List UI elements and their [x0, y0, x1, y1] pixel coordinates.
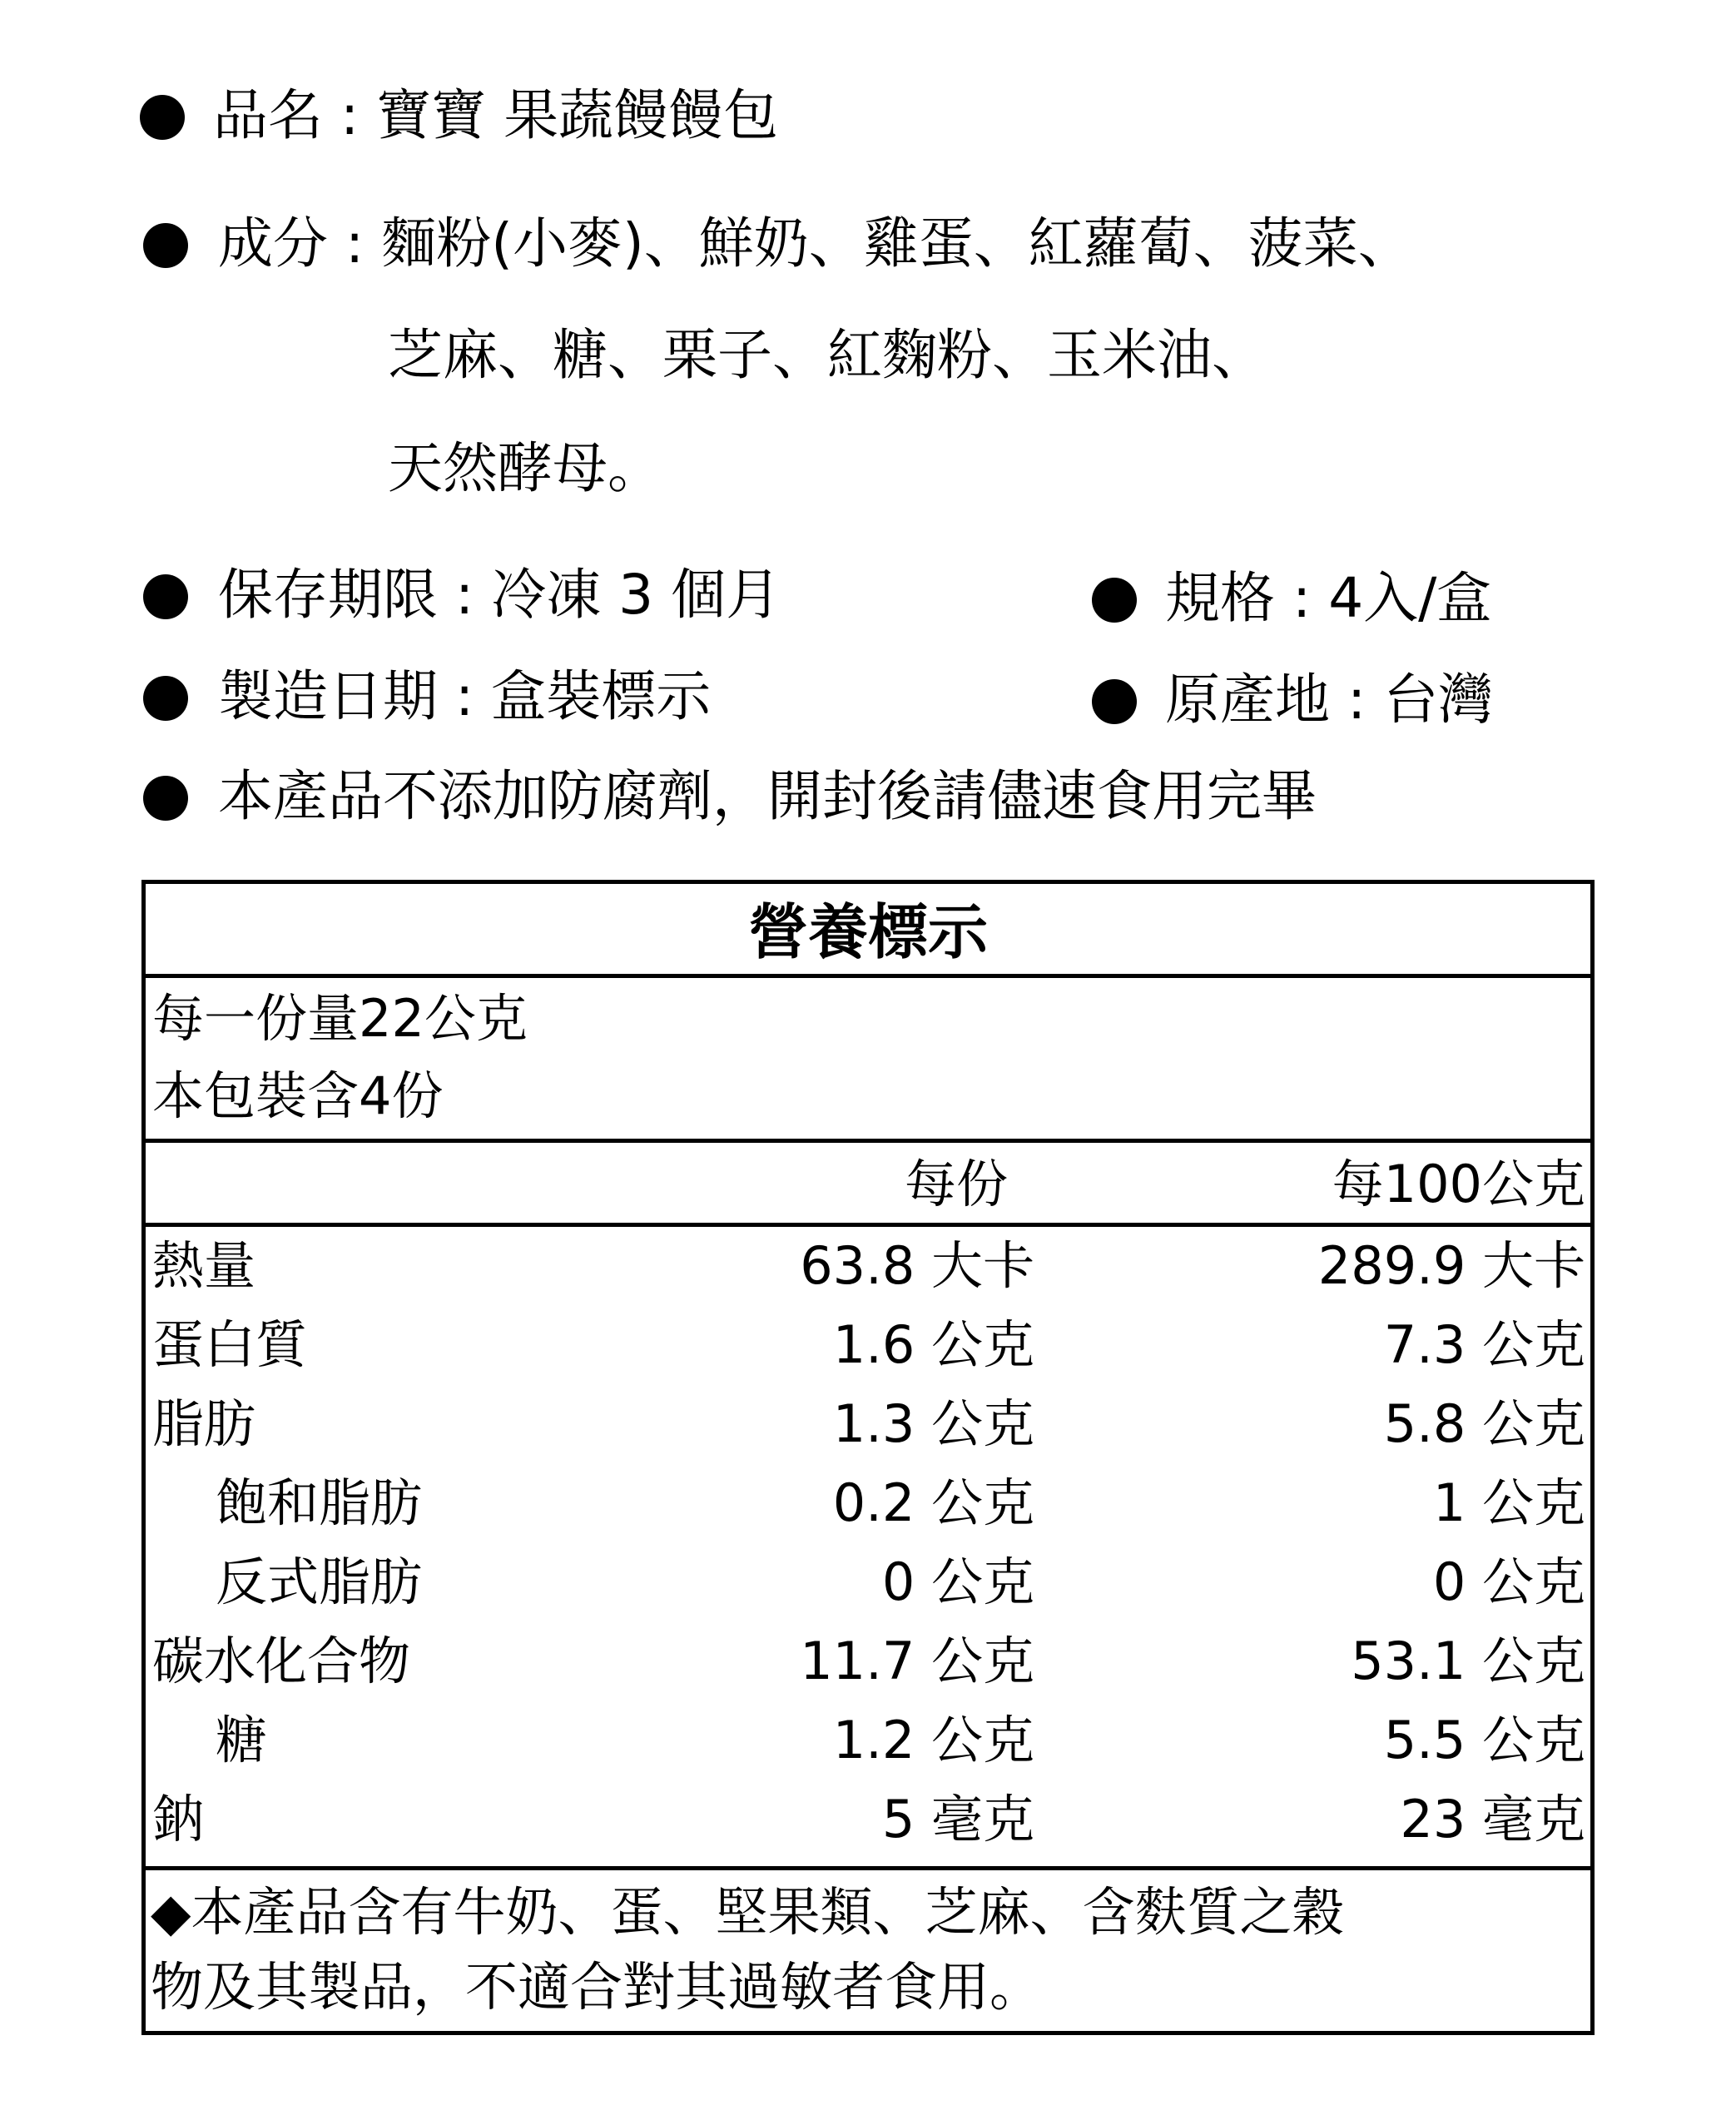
shelf-life: 保存期限 : 冷凍 3 個月	[218, 563, 781, 627]
nutrient-per-100g: 289.9 大卡	[1317, 1235, 1585, 1296]
nutrient-per-100g: 23 毫克	[1400, 1789, 1585, 1849]
ingredients-line-1: 成分 : 麵粉(小麥)、鮮奶、雞蛋、紅蘿蔔、菠菜、	[218, 211, 1413, 276]
nutrient-per-100g: 5.5 公克	[1383, 1710, 1585, 1770]
allergen-note-line-1: ◆本產品含有牛奶、蛋、堅果類、芝麻、含麩質之穀	[151, 1882, 1345, 1943]
bullet-icon	[1092, 679, 1137, 724]
nutrient-name: 蛋白質	[152, 1314, 308, 1375]
nutrition-table	[141, 880, 1595, 2035]
nutrient-name: 反式脂肪	[216, 1551, 423, 1612]
allergen-note-line-2: 物及其製品，不適合對其過敏者食用。	[151, 1957, 1042, 2018]
divider	[146, 1866, 1590, 1870]
nutrient-per-serving: 0 公克	[881, 1551, 1034, 1612]
nutrient-name: 糖	[216, 1710, 268, 1770]
nutrient-per-serving: 1.3 公克	[832, 1393, 1034, 1454]
bullet-icon	[143, 574, 188, 619]
spec: 規格 : 4入/盒	[1165, 566, 1492, 630]
nutrient-name: 熱量	[152, 1235, 256, 1296]
column-header-per-serving: 每份	[904, 1154, 1008, 1214]
nutrient-per-serving: 0.2 公克	[832, 1472, 1034, 1533]
nutrient-name: 飽和脂肪	[216, 1472, 423, 1533]
bullet-icon	[143, 776, 188, 821]
nutrient-per-100g: 7.3 公克	[1383, 1314, 1585, 1375]
divider	[146, 974, 1590, 978]
nutrient-per-serving: 11.7 公克	[800, 1631, 1034, 1691]
bullet-icon	[143, 223, 188, 268]
nutrient-name: 鈉	[152, 1789, 205, 1849]
mfg-date: 製造日期 : 盒裝標示	[218, 664, 712, 728]
bullet-icon	[143, 676, 188, 721]
product-name: 品名 : 寶寶 果蔬饅饅包	[213, 83, 779, 147]
ingredients-line-3: 天然酵母。	[388, 436, 662, 500]
origin: 原產地 : 台灣	[1165, 668, 1494, 732]
nutrient-per-100g: 0 公克	[1432, 1551, 1585, 1612]
ingredients-line-2: 芝麻、糖、栗子、紅麴粉、玉米油、	[388, 323, 1267, 387]
nutrient-per-serving: 1.2 公克	[832, 1710, 1034, 1770]
nutrient-name: 脂肪	[152, 1393, 256, 1454]
nutrition-title: 營養標示	[747, 897, 988, 967]
nutrient-per-serving: 63.8 大卡	[800, 1235, 1034, 1296]
no-preservative-note: 本產品不添加防腐劑，開封後請儘速食用完畢	[218, 764, 1317, 828]
nutrient-per-serving: 5 毫克	[881, 1789, 1034, 1849]
servings-per-pack: 本包裝含4份	[152, 1065, 444, 1126]
divider	[146, 1223, 1590, 1227]
nutrient-per-serving: 1.6 公克	[832, 1314, 1034, 1375]
divider	[146, 1139, 1590, 1143]
column-header-per-100g: 每100公克	[1332, 1154, 1585, 1214]
nutrient-per-100g: 53.1 公克	[1351, 1631, 1585, 1691]
nutrient-per-100g: 1 公克	[1432, 1472, 1585, 1533]
nutrient-per-100g: 5.8 公克	[1383, 1393, 1585, 1454]
nutrient-name: 碳水化合物	[152, 1631, 411, 1691]
bullet-icon	[140, 95, 185, 140]
serving-size: 每一份量22公克	[152, 988, 528, 1049]
bullet-icon	[1092, 578, 1137, 623]
